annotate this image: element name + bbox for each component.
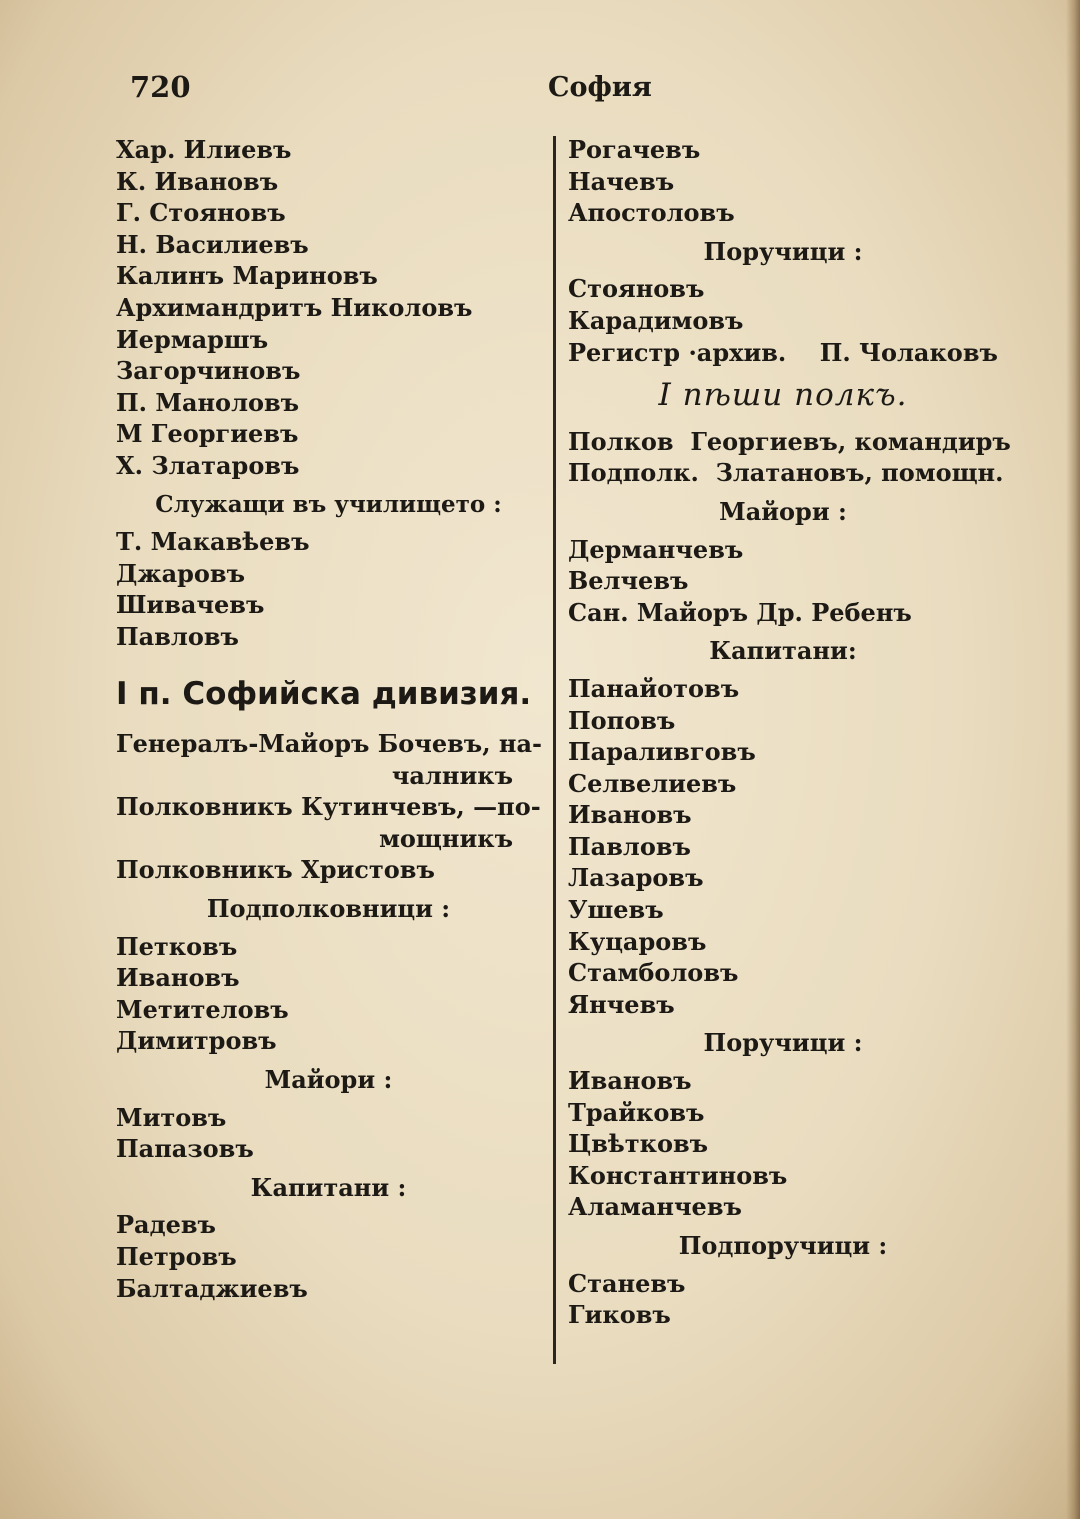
name-entry: Куцаровъ <box>568 926 707 956</box>
staff-list-top <box>568 134 998 229</box>
name-entry: Петковъ <box>116 931 238 961</box>
lt-colonels-heading: Подполковници : <box>206 894 451 924</box>
command-entry-line: Полковникъ Кутинчевъ, —по- <box>116 792 541 822</box>
division-command-list <box>116 728 541 886</box>
name-entry: Ивановъ <box>116 963 240 993</box>
name-entry: Митовъ <box>116 1102 227 1132</box>
name-entry: Папазовъ <box>116 1134 254 1164</box>
left-column <box>116 134 541 1304</box>
name-entry: Лазаровъ <box>568 863 704 893</box>
registrar-line <box>568 337 998 369</box>
command-entry <box>116 854 541 886</box>
name-entry: Сан. Майоръ Др. Ребенъ <box>568 597 912 627</box>
command-entry-line: Генералъ-Майоръ Бочевъ, на- <box>116 729 542 759</box>
sublieutenants-heading: Подпоручици : <box>678 1231 888 1260</box>
name-entry: П. Маноловъ <box>116 387 300 417</box>
registrar-title: Регистр ·архив. <box>568 337 787 367</box>
command-entry-continuation: чалникъ <box>391 760 513 790</box>
registrar-name: П. Чолаковъ <box>819 337 998 367</box>
command-entry-continuation: мощникъ <box>379 823 513 853</box>
name-entry: Балтаджиевъ <box>116 1273 308 1303</box>
captains-list <box>568 673 998 1021</box>
majors-heading: Майори : <box>719 496 847 526</box>
majors-list <box>568 534 998 629</box>
name-entry: Н. Василиевъ <box>116 229 309 259</box>
majors-heading: Майори : <box>264 1065 393 1095</box>
staff-list-top <box>116 134 541 482</box>
name-entry: Янчевъ <box>568 989 675 1019</box>
name-entry: Шивачевъ <box>116 590 265 620</box>
name-entry: Цвѣтковъ <box>568 1129 709 1159</box>
name-entry: Панайотовъ <box>568 673 740 703</box>
lieutenants-list-top <box>568 273 998 336</box>
rank-label: Подполк. <box>568 458 699 488</box>
name-entry: Апостоловъ <box>568 198 735 228</box>
name-entry: Димитровъ <box>116 1026 277 1056</box>
name-entry: Ивановъ <box>568 800 692 830</box>
command-entry <box>568 426 1011 458</box>
name-entry: Радевъ <box>116 1210 216 1240</box>
name-entry: Калинъ Мариновъ <box>116 261 378 291</box>
name-entry: Рогачевъ <box>568 135 701 164</box>
name-entry: Поповъ <box>568 705 676 735</box>
name-entry: Стамболовъ <box>568 958 739 988</box>
name-entry: Стояновъ <box>568 274 705 304</box>
majors-list <box>116 1102 541 1165</box>
name-entry: Гиковъ <box>568 1300 671 1330</box>
name-entry: Велчевъ <box>568 566 689 596</box>
name-entry: Хар. Илиевъ <box>116 135 292 164</box>
officer-name: Георгиевъ, командиръ <box>690 426 1011 456</box>
captains-heading: Капитани: <box>709 636 857 666</box>
name-entry: Ушевъ <box>568 895 664 925</box>
name-entry: Г. Стояновъ <box>116 198 286 228</box>
school-staff-heading: Служащи въ училището : <box>155 490 502 518</box>
name-entry: Станевъ <box>568 1268 686 1298</box>
name-entry: Иермаршъ <box>116 324 269 354</box>
right-column <box>568 134 1011 1331</box>
name-entry: К. Ивановъ <box>116 166 279 196</box>
division-title: I п. Софийска дивизия. <box>116 675 532 712</box>
name-entry: Т. Макавѣевъ <box>116 527 310 557</box>
name-entry: Селвелиевъ <box>568 768 737 798</box>
name-entry: Начевъ <box>568 166 675 196</box>
page-number: 720 <box>130 70 191 104</box>
running-title: София <box>548 72 652 103</box>
name-entry: Параливговъ <box>568 737 756 767</box>
rank-label: Полков <box>568 426 674 456</box>
regiment-title: I пѣши полкъ. <box>658 377 908 414</box>
name-entry: Аламанчевъ <box>568 1192 742 1222</box>
name-entry: Х. Златаровъ <box>116 450 300 480</box>
lieutenants-list <box>568 1065 998 1223</box>
lieutenants-heading-top: Поручици : <box>703 236 863 266</box>
name-entry: Ивановъ <box>568 1066 692 1096</box>
name-entry: М Георгиевъ <box>116 419 299 449</box>
name-entry: Джаровъ <box>116 558 245 588</box>
name-entry: Павловъ <box>568 831 691 861</box>
name-entry: Петровъ <box>116 1242 237 1271</box>
name-entry: Архимандритъ Николовъ <box>116 292 473 322</box>
officer-name: Златановъ, помощн. <box>715 458 1004 488</box>
name-entry: Загорчиновъ <box>116 356 301 386</box>
school-staff-list <box>116 526 541 652</box>
command-entry <box>116 791 541 854</box>
lieutenants-heading: Поручици : <box>703 1028 863 1058</box>
page-edge-shadow <box>1066 0 1080 1519</box>
captains-heading: Капитани : <box>250 1172 407 1202</box>
captains-list <box>116 1209 541 1304</box>
name-entry: Метителовъ <box>116 994 289 1024</box>
name-entry: Константиновъ <box>568 1160 788 1190</box>
name-entry: Дерманчевъ <box>568 534 744 564</box>
command-entry <box>116 728 541 791</box>
command-entry-line: Полковникъ Христовъ <box>116 855 435 885</box>
sublieutenants-list <box>568 1268 998 1331</box>
command-entry <box>568 457 1004 489</box>
name-entry: Павловъ <box>116 621 239 651</box>
name-entry: Трайковъ <box>568 1097 705 1127</box>
lt-colonels-list <box>116 931 541 1057</box>
name-entry: Карадимовъ <box>568 305 744 335</box>
column-divider <box>553 136 556 1364</box>
regiment-command-list <box>568 426 1011 489</box>
